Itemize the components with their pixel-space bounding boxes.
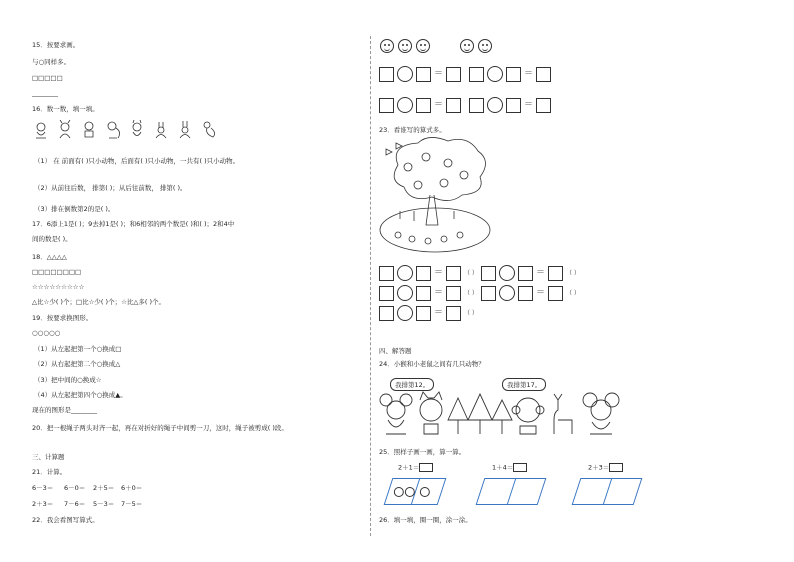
cat-icon — [420, 392, 442, 434]
q15-line1: 与○同样多。 — [32, 58, 71, 66]
drawing-frame-3[interactable] — [572, 478, 643, 505]
q21-r2-c3: 5－3＝ — [93, 500, 115, 508]
animal-icon — [108, 122, 120, 138]
answer-box[interactable] — [469, 98, 484, 113]
equals-sign: ＝ — [524, 68, 534, 79]
animal-row — [33, 120, 233, 140]
circle-shape — [394, 487, 404, 497]
q15-blank: ________ — [32, 89, 58, 97]
operator-circle[interactable] — [397, 305, 413, 321]
q19-line1: （1）从左起把第一个○换成□ — [34, 345, 122, 353]
answer-box[interactable] — [548, 286, 563, 301]
equation-row-1 — [379, 66, 551, 82]
answer-box[interactable] — [416, 306, 431, 321]
answer-box[interactable] — [379, 67, 394, 82]
equation-row-2 — [379, 97, 551, 113]
tree-trunk — [426, 195, 438, 225]
equals-sign: ＝ — [434, 267, 444, 278]
q16-line1: （1） 在 前面有( )只小动物，后面有( )只小动物，一共有( )只小动物。 — [34, 157, 240, 165]
smiley-icon — [460, 39, 474, 53]
drawing-frame-1[interactable] — [384, 478, 447, 505]
frame-divider — [603, 479, 612, 504]
answer-box[interactable] — [536, 98, 551, 113]
q25-example-3: 2＋3＝ — [588, 463, 623, 472]
operator-circle[interactable] — [499, 285, 515, 301]
equals-sign: ＝ — [434, 287, 444, 298]
q25-example-1: 2＋1＝ — [398, 463, 433, 472]
q21-r2-c2: 7－6＝ — [64, 500, 86, 508]
speech-bubble-2: 我排第17。 — [502, 378, 546, 391]
tree-icon — [468, 394, 492, 434]
animal-icon — [180, 121, 190, 138]
animal-icons — [33, 120, 233, 140]
answer-box[interactable] — [446, 98, 461, 113]
q21-r2-c4: 7－5＝ — [121, 500, 143, 508]
answer-box[interactable] — [416, 98, 431, 113]
q19-title: 19．按要求换图形。 — [32, 314, 93, 322]
operator-circle[interactable] — [397, 265, 413, 281]
animal-icon — [60, 120, 70, 138]
ground-ellipse — [380, 208, 490, 252]
animal-icon — [204, 122, 215, 137]
circle-shape — [420, 487, 430, 497]
equals-sign: ＝ — [434, 99, 444, 110]
animal-icon — [133, 120, 141, 136]
mouse-icon — [583, 393, 619, 434]
answer-box[interactable] — [481, 286, 496, 301]
answer-box[interactable] — [416, 67, 431, 82]
frame-divider — [507, 479, 516, 504]
answer-box[interactable] — [609, 463, 623, 472]
answer-box[interactable] — [379, 306, 394, 321]
answer-box[interactable] — [379, 286, 394, 301]
operator-circle[interactable] — [397, 97, 413, 113]
equals-sign: ＝ — [535, 267, 545, 278]
operator-circle[interactable] — [499, 265, 515, 281]
q18-line2: ☆☆☆☆☆☆☆☆☆ — [32, 283, 85, 291]
section4-title: 四、解答题 — [379, 347, 412, 355]
operator-circle[interactable] — [487, 97, 503, 113]
q19-line3: （3）把中间的○换成☆ — [34, 376, 102, 384]
tree-icon — [492, 400, 512, 434]
q16-line3: （3）排在倒数第2的是( )。 — [34, 205, 115, 213]
answer-box[interactable] — [518, 266, 533, 281]
unit-brackets: （ ） — [565, 289, 580, 297]
tree-scene-illustration — [378, 135, 498, 255]
q19-line5: 现在的图形是________ — [32, 406, 97, 414]
q18-title: 18．△△△△ — [32, 253, 67, 261]
q21-r2-c1: 2＋3＝ — [32, 500, 54, 508]
answer-box[interactable] — [416, 286, 431, 301]
q15-line2: □□□□□ — [32, 74, 63, 82]
smiley-icon — [380, 39, 394, 53]
q21-r1-c2: 6－0＝ — [64, 484, 86, 492]
q19-line4: （4）从左起把第四个○换成▲。 — [34, 391, 127, 399]
q23-title: 23．看谁写的算式多。 — [379, 126, 446, 134]
tree-crown — [394, 137, 485, 200]
answer-box[interactable] — [446, 306, 461, 321]
operator-circle[interactable] — [397, 66, 413, 82]
animal-icon — [36, 123, 46, 138]
q26-title: 26．填一填，圈一圈，涂一涂。 — [379, 516, 472, 524]
q20-line1: 20．把一根绳子两头对齐一起，再在对折好的绳子中间剪一刀，这时，绳子被剪成( )段。 — [32, 424, 288, 432]
answer-box[interactable] — [506, 67, 521, 82]
circle-shape — [405, 487, 415, 497]
q25-example-2: 1＋4＝ — [492, 463, 527, 472]
q18-line1: □□□□□□□□ — [32, 268, 82, 276]
unit-brackets: （ ） — [464, 269, 478, 277]
q23-row-3 — [379, 305, 478, 321]
q19-shapes: ○○○○○ — [32, 329, 61, 337]
q18-line3: △比☆少( )个；□比☆少( )个；☆比△多( )个。 — [32, 298, 166, 306]
q19-line2: （2）从右起把第二个○换成△ — [34, 360, 121, 368]
unit-brackets: （ ） — [464, 289, 478, 297]
q21-title: 21．计算。 — [32, 468, 67, 476]
answer-box[interactable] — [416, 266, 431, 281]
answer-box[interactable] — [548, 266, 563, 281]
answer-box[interactable] — [446, 266, 461, 281]
answer-box[interactable] — [469, 67, 484, 82]
equals-sign: ＝ — [434, 68, 444, 79]
column-divider — [370, 36, 371, 536]
q17-line1: 17．6添上1是( )；9去掉1是( )；和6相邻的两个数是( )和( )；2和4中 — [32, 220, 235, 228]
q16-line2: （2）从前往后数， 排第( )；从后往前数， 排第( )。 — [34, 184, 187, 192]
q23-row-2 — [379, 285, 580, 301]
equals-sign: ＝ — [535, 287, 545, 298]
q21-r1-c1: 6－3＝ — [32, 484, 54, 492]
drawing-frame-2[interactable] — [476, 478, 547, 505]
tree-icon — [448, 398, 468, 434]
smiley-icon — [416, 39, 430, 53]
q21-r1-c4: 6＋0＝ — [121, 484, 143, 492]
answer-box[interactable] — [446, 286, 461, 301]
q16-title: 16．数一数，填一填。 — [32, 105, 99, 113]
equals-sign: ＝ — [524, 99, 534, 110]
animal-icon — [156, 122, 166, 138]
q15-title: 15．按要求画。 — [32, 41, 80, 49]
answer-box[interactable] — [513, 463, 527, 472]
speech-bubble-1: 我排第12。 — [390, 378, 434, 391]
answer-box[interactable] — [536, 67, 551, 82]
q24-title: 24．小猴和小老鼠之间有几只动物？ — [379, 360, 485, 368]
q17-line2: 间的数是( )。 — [32, 235, 72, 243]
q25-title: 25．照样子画一画，算一算。 — [379, 448, 466, 456]
smiley-row — [380, 39, 492, 53]
animal-queue-illustration — [378, 390, 628, 440]
operator-circle[interactable] — [397, 285, 413, 301]
q21-r1-c3: 2＋5＝ — [93, 484, 115, 492]
section3-title: 三、计算题 — [32, 453, 65, 461]
answer-box[interactable] — [419, 463, 433, 472]
unit-brackets: （ ） — [464, 309, 478, 317]
answer-box[interactable] — [379, 98, 394, 113]
smiley-icon — [478, 39, 492, 53]
monkey-icon — [512, 398, 544, 434]
deer-icon — [554, 394, 572, 434]
operator-circle[interactable] — [487, 66, 503, 82]
q23-row-1 — [379, 265, 580, 281]
answer-box[interactable] — [481, 266, 496, 281]
answer-box[interactable] — [518, 286, 533, 301]
answer-box[interactable] — [506, 98, 521, 113]
animal-icon — [85, 122, 93, 137]
unit-brackets: （ ） — [565, 269, 580, 277]
q22-title: 22．我会看图写算式。 — [32, 516, 99, 524]
answer-box[interactable] — [446, 67, 461, 82]
smiley-icon — [398, 39, 412, 53]
mouse-icon — [380, 394, 412, 434]
answer-box[interactable] — [379, 266, 394, 281]
equals-sign: ＝ — [434, 307, 444, 318]
